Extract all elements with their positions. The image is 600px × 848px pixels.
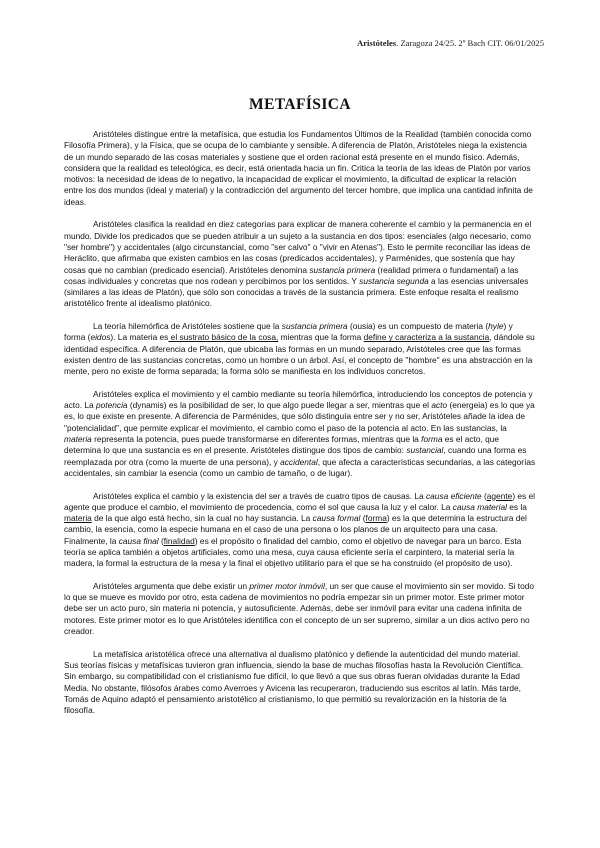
text-run: a las esencias universales (similares a las ideas de Platón), que sólo son conocidas a través de la sustancia primera. Este enfoque resalta el realismo aristotélico frente al idealismo platónico.	[64, 275, 529, 309]
italic-term: sustancia primera	[309, 264, 376, 275]
underlined-term: el sustrato básico de la cosa,	[168, 332, 279, 343]
italic-term: eidos	[90, 332, 111, 343]
paragraph-6	[64, 581, 536, 637]
text-run: Aristóteles explica el movimiento y el cambio mediante su teoría hilemórfica, introduciendo los conceptos de potencia y acto. La	[64, 388, 533, 411]
text-run: ) y forma (	[64, 321, 513, 343]
italic-term: causa eficiente	[426, 490, 482, 501]
italic-term: potencia	[96, 400, 128, 411]
text-run: ). La materia es	[110, 332, 169, 343]
text-run: es el acto, que determina lo que una sustancia es en el presente. Aristóteles distingue dos tipos de cambio:	[64, 434, 500, 456]
header-author: Aristóteles	[357, 38, 397, 48]
italic-term: sustancia segunda	[359, 275, 429, 286]
italic-term: accidental	[280, 456, 318, 467]
text-run: La metafísica aristotélica ofrece una alternativa al dualismo platónico y defiende la autenticidad del mundo material. Sus teorías físicas y metafísicas tuvieron gran influencia, siendo la base de muchas filosofías hasta la Revolución Científica. Sin embargo, su compatibilidad con el cristianismo fue difícil, lo que llevó a que sus obras fueran olvidadas durante la Edad Media. No obstante, filósofos árabes como Averroes y Avicena las recuperaron, traduciendo sus escritos al latín. Más tarde, Tomás de Aquino adaptó el pensamiento aristotélico al cristianismo, lo que permitió su revalorización en la historia de la filosofía.	[64, 648, 524, 716]
paragraph-1	[64, 129, 536, 208]
document-title: METAFÍSICA	[249, 96, 351, 113]
text-run: Aristóteles argumenta que debe existir un	[93, 580, 250, 591]
text-run: (	[481, 490, 487, 501]
header-details: . Zaragoza 24/25. 2º Bach CIT. 06/01/2025	[396, 38, 544, 48]
italic-term: acto	[431, 400, 448, 411]
text-run: mientras que la forma	[278, 332, 364, 343]
text-run: ) es el agente que produce el cambio, el movimiento de procedencia, como el sol que causa la luz y el calor. La	[64, 490, 536, 512]
text-run: (dynamis) es la posibilidad de ser, lo que algo puede llegar a ser, mientras que el	[127, 400, 432, 411]
text-run: de la que algo está hecho, sin la cual no hay sustancia. La	[91, 513, 313, 524]
underlined-term: define y caracteriza a la sustancia	[363, 332, 490, 343]
underlined-term: finalidad	[163, 535, 195, 546]
paragraph-4	[64, 389, 536, 479]
text-run: Aristóteles explica el cambio y la existencia del ser a través de cuatro tipos de causas. La	[93, 490, 426, 501]
italic-term: primer motor inmóvil	[249, 580, 325, 591]
paragraph-7	[64, 649, 536, 717]
italic-term: causa material	[452, 501, 507, 512]
text-run: ) es el propósito o finalidad del cambio, como el objetivo de navegar para un barco. Esta teoría se aplica también a objetos artificiales, como una mesa, cuya causa eficiente sería el carpintero, la material sería la madera, la formal la estructura de la mesa y la final el objetivo utilitario para el que se ha construido (el propósito de uso).	[64, 535, 522, 569]
paragraph-2	[64, 219, 536, 309]
text-run: , un ser que cause el movimiento sin ser movido. Si todo lo que se mueve es movido por otro, esta cadena de movimientos no podría empezar sin un primer motor. Este primer motor debe ser un acto puro, sin materia ni potencia, y autosuficiente. Además, debe ser inmóvil para evitar una cadena infinita de motores. Este primer motor es lo que Aristóteles identifica con el concepto de un ser supremo, similar a un dios activo pero no creador.	[64, 580, 535, 637]
paragraph-5	[64, 491, 536, 570]
text-run: , cuando una forma es reemplazada por otra (como la muerte de una persona), y	[64, 445, 527, 467]
underlined-term: agente	[486, 490, 513, 501]
underlined-term: forma	[365, 513, 387, 524]
text-run: Aristóteles distingue entre la metafísica, que estudia los Fundamentos Últimos de la Realidad (también conocida como Filosofía Primera), y la Física, que se ocupa de lo cambiante y sensible. A diferencia de Platón, Aristóteles niega la existencia de un mundo separado de las cosas materiales y sostiene que el orden racional está presente en el mundo físico. Además, considera que la realidad es teleológica, es decir, está orientada hacia un fin. Critica la teoría de las ideas de Platón por varios motivos: la necesidad de ideas de lo negativo, la incapacidad de explicar el movimiento, la dificultad de explicar la relación entre los dos mundos (ideal y material) y la contradicción del argumento del tercer hombre, que implica una cantidad infinita de ideas.	[64, 129, 533, 207]
paragraph-3	[64, 321, 536, 377]
italic-term: hyle	[488, 321, 504, 332]
underlined-term: materia	[64, 513, 92, 524]
text-run: (realidad primera o fundamental) a las cosas individuales y concretas que nos rodean y percibimos por los sentidos. Y	[64, 264, 519, 286]
text-run: Aristóteles clasifica la realidad en diez categorías para explicar de manera coherente el cambio y la permanencia en el mundo. Divide los predicados que se pueden atribuir a un sujeto a la sustancia en dos tipos: esenciales (algo necesario, como "ser hombre") y accidentales (algo circunstancial, como "ser calvo" o "vivir en Atenas"). Esto le permite reconciliar las ideas de Heráclito, que afirmaba que existen cambios en las cosas (predicados accidentales), y Parménides, que sostenía que hay cosas que no cambian (predicado esencial). Aristóteles denomina	[64, 219, 532, 275]
italic-term: sustancia primera	[281, 321, 348, 332]
italic-term: causa formal	[312, 513, 361, 524]
text-run: , que afecta a características secundarias, a las categorías accidentales, sin cambiar la esencia (como un cambio de tamaño, o de lugar).	[64, 456, 536, 478]
page-header	[64, 38, 544, 48]
text-run: La teoría hilemórfica de Aristóteles sostiene que la	[93, 321, 282, 332]
text-run: (	[158, 535, 164, 546]
text-run: es la	[506, 501, 527, 512]
italic-term: causa final	[118, 535, 159, 546]
text-run: (ousia) es un compuesto de materia (	[347, 321, 489, 332]
text-run: ) es la que determina la estructura del cambio, la esencia, como la especie humana en el caso de una persona o los planos de un arquitecto para una casa. Finalmente, la	[64, 513, 527, 546]
italic-term: sustancial	[406, 445, 444, 456]
text-run: (	[360, 513, 366, 524]
italic-term: forma	[421, 434, 443, 445]
text-run: representa la potencia, pues puede transformarse en diferentes formas, mientras que la	[91, 434, 422, 445]
text-run: , dándole su identidad específica. A diferencia de Platón, que ubicaba las formas en un mundo separado, Aristóteles cree que las formas existen dentro de las sustancias concretas, como un hombre o un árbol. Así, el concepto de "hombre" es una abstracción en la mente, pero no existe de forma separada; la forma sólo se manifiesta en los individuos concretos.	[64, 332, 535, 377]
document-body	[64, 129, 536, 716]
text-run: (energeia) es lo que ya es, lo que existe en presente. A diferencia de Parménides, que sólo distinguía entre ser y no ser, Aristóteles añade la idea de "potencialidad", que permite explicar el movimiento, el cambio como el paso de la potencia al acto. En las sustancias, la	[64, 400, 535, 433]
italic-term: materia	[64, 434, 92, 445]
